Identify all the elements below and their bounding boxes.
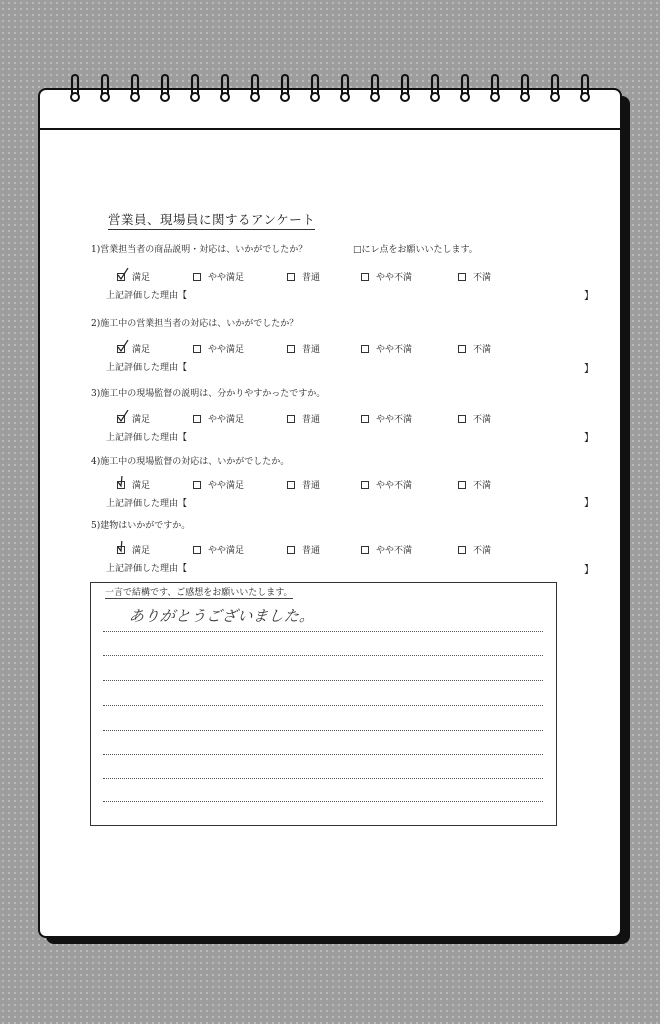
- option-dissatisfied[interactable]: 不満: [458, 478, 491, 491]
- checkbox[interactable]: [361, 345, 369, 353]
- spiral-ring: [190, 74, 200, 110]
- checkbox[interactable]: [458, 415, 466, 423]
- survey-title: 営業員、現場員に関するアンケート: [108, 210, 315, 230]
- checkbox[interactable]: [458, 481, 466, 489]
- option-somewhat-satisfied[interactable]: やや満足: [193, 342, 244, 355]
- option-dissatisfied[interactable]: 不満: [458, 270, 491, 283]
- checkbox[interactable]: [458, 273, 466, 281]
- reason-label: 上記評価した理由【: [106, 499, 188, 509]
- spiral-ring: [280, 74, 290, 110]
- question-3-text: 3)施工中の現場監督の説明は、分かりやすかったですか。: [91, 389, 326, 399]
- checkbox[interactable]: [117, 546, 125, 554]
- checkbox[interactable]: [193, 415, 201, 423]
- checkbox[interactable]: [361, 546, 369, 554]
- comment-line: [103, 801, 543, 802]
- question-1-text: 1)営業担当者の商品説明・対応は、いかがでしたか？: [91, 245, 308, 255]
- checkbox[interactable]: [287, 415, 295, 423]
- option-dissatisfied[interactable]: 不満: [458, 412, 491, 425]
- checkbox[interactable]: [361, 481, 369, 489]
- spiral-ring: [220, 74, 230, 110]
- checkbox[interactable]: [117, 415, 125, 423]
- reason-close-bracket: 】: [584, 364, 594, 375]
- checkbox[interactable]: [117, 273, 125, 281]
- option-neutral[interactable]: 普通: [287, 478, 320, 491]
- checkmark-icon: [116, 268, 130, 282]
- spiral-ring: [580, 74, 590, 110]
- option-somewhat-dissatisfied[interactable]: やや不満: [361, 543, 412, 556]
- checkmark-icon: [116, 541, 130, 555]
- checkbox[interactable]: [193, 345, 201, 353]
- question-2: [91, 316, 298, 329]
- option-somewhat-satisfied[interactable]: やや満足: [193, 543, 244, 556]
- question-4-options: [117, 478, 517, 492]
- option-satisfied[interactable]: 満足: [117, 270, 150, 283]
- reason-label: 上記評価した理由【: [106, 564, 188, 574]
- spiral-ring: [160, 74, 170, 110]
- option-somewhat-dissatisfied[interactable]: やや不満: [361, 478, 412, 491]
- checkmark-icon: [116, 476, 130, 490]
- checkbox[interactable]: [287, 546, 295, 554]
- spiral-ring: [520, 74, 530, 110]
- question-5-options: [117, 543, 517, 557]
- comment-line: [103, 655, 543, 656]
- option-satisfied[interactable]: 満足: [117, 478, 150, 491]
- checkbox[interactable]: [117, 481, 125, 489]
- spiral-rings: [0, 74, 660, 114]
- checkbox[interactable]: [287, 273, 295, 281]
- spiral-ring: [340, 74, 350, 110]
- checkmark-icon: [116, 410, 130, 424]
- comment-line: [103, 631, 543, 632]
- question-4-text: 4)施工中の現場監督の対応は、いかがでしたか。: [91, 457, 290, 467]
- reason-close-bracket: 】: [584, 498, 594, 509]
- question-4: [91, 454, 289, 467]
- comment-box[interactable]: [90, 582, 557, 826]
- spiral-ring: [130, 74, 140, 110]
- comment-line: [103, 754, 543, 755]
- checkbox[interactable]: [458, 546, 466, 554]
- option-satisfied[interactable]: 満足: [117, 412, 150, 425]
- checkbox[interactable]: [193, 481, 201, 489]
- checkbox[interactable]: [361, 273, 369, 281]
- checkbox[interactable]: [193, 546, 201, 554]
- checkbox[interactable]: [458, 345, 466, 353]
- option-somewhat-dissatisfied[interactable]: やや不満: [361, 270, 412, 283]
- question-1: [91, 242, 478, 255]
- option-somewhat-satisfied[interactable]: やや満足: [193, 412, 244, 425]
- spiral-ring: [310, 74, 320, 110]
- question-1-options: [117, 270, 517, 284]
- spiral-ring: [370, 74, 380, 110]
- spiral-ring: [430, 74, 440, 110]
- spiral-ring: [460, 74, 470, 110]
- checkbox[interactable]: [117, 345, 125, 353]
- option-dissatisfied[interactable]: 不満: [458, 342, 491, 355]
- option-neutral[interactable]: 普通: [287, 412, 320, 425]
- question-2-text: 2)施工中の営業担当者の対応は、いかがでしたか？: [91, 319, 299, 329]
- handwritten-comment: ありがとうございました。: [128, 607, 316, 625]
- option-somewhat-satisfied[interactable]: やや満足: [193, 270, 244, 283]
- option-somewhat-satisfied[interactable]: やや満足: [193, 478, 244, 491]
- notepad-binding-line: [40, 128, 620, 130]
- option-neutral[interactable]: 普通: [287, 270, 320, 283]
- question-3: [91, 386, 325, 399]
- option-neutral[interactable]: 普通: [287, 342, 320, 355]
- spiral-ring: [70, 74, 80, 110]
- reason-close-bracket: 】: [584, 565, 594, 576]
- reason-close-bracket: 】: [584, 433, 594, 444]
- question-3-options: [117, 412, 517, 426]
- comment-line: [103, 680, 543, 681]
- checkmark-icon: [116, 340, 130, 354]
- spiral-ring: [550, 74, 560, 110]
- reason-close-bracket: 】: [584, 291, 594, 302]
- reason-label: 上記評価した理由【: [106, 291, 188, 301]
- question-2-options: [117, 342, 517, 356]
- option-satisfied[interactable]: 満足: [117, 342, 150, 355]
- option-satisfied[interactable]: 満足: [117, 543, 150, 556]
- option-neutral[interactable]: 普通: [287, 543, 320, 556]
- reason-label: 上記評価した理由【: [106, 363, 188, 373]
- question-5: [91, 518, 190, 531]
- comment-line: [103, 730, 543, 731]
- comment-line: [103, 705, 543, 706]
- option-somewhat-dissatisfied[interactable]: やや不満: [361, 342, 412, 355]
- comment-prompt: 一言で結構です、ご感想をお願いいたします。: [105, 585, 293, 599]
- comment-line: [103, 778, 543, 779]
- reason-label: 上記評価した理由【: [106, 433, 188, 443]
- instruction-note: □にレ点をお願いいたします。: [353, 245, 478, 255]
- spiral-ring: [490, 74, 500, 110]
- question-5-text: 5)建物はいかがですか。: [91, 521, 191, 531]
- checkbox[interactable]: [287, 481, 295, 489]
- spiral-ring: [100, 74, 110, 110]
- checkbox[interactable]: [193, 273, 201, 281]
- checkbox[interactable]: [361, 415, 369, 423]
- spiral-ring: [400, 74, 410, 110]
- option-somewhat-dissatisfied[interactable]: やや不満: [361, 412, 412, 425]
- checkbox[interactable]: [287, 345, 295, 353]
- spiral-ring: [250, 74, 260, 110]
- option-dissatisfied[interactable]: 不満: [458, 543, 491, 556]
